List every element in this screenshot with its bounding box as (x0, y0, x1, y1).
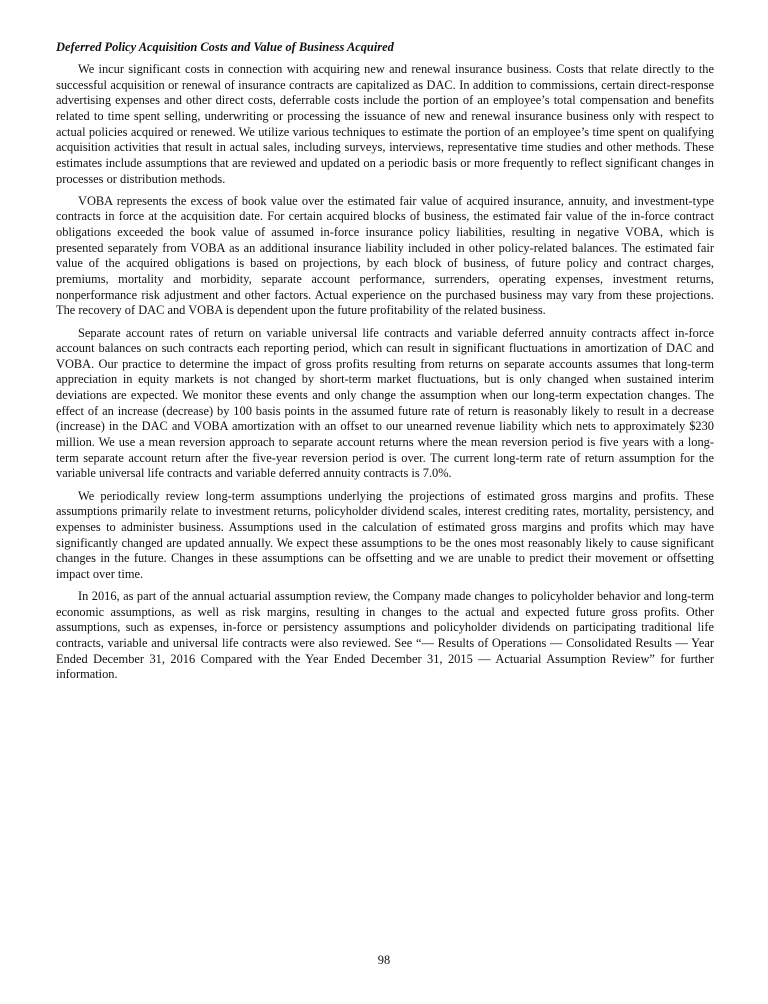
paragraph-long-term-assumptions: We periodically review long-term assumptions underlying the projections of estimated gross margins and profits. These assumptions primarily relate to investment returns, policyholder dividend scales, interest crediting rates, mortality, persistency, and expenses to administer business. Assumptions used in the calculation of estimated gross margins and profits which may have significantly changed are updated annually. We expect these assumptions to be the ones most reasonably likely to cause significant changes in the future. Changes in these assumptions can be offsetting and we are unable to predict their movement or offsetting impact over time. (56, 488, 714, 581)
paragraph-dac-costs: We incur significant costs in connection with acquiring new and renewal insurance business. Costs that relate directly to the successful acquisition or renewal of insurance contracts are capitalized as DAC. In addition to commissions, certain direct-response advertising expenses and other direct costs, deferrable costs include the portion of an employee’s total compensation and benefits related to time spent selling, underwriting or processing the issuance of new and renewal insurance business only with respect to actual policies acquired or renewed. We utilize various techniques to estimate the portion of an employee’s time spent on qualifying acquisition activities that result in actual sales, including surveys, interviews, representative time studies and other methods. These estimates include assumptions that are reviewed and updated on a periodic basis or more frequently to reflect significant changes in processes or distribution methods. (56, 62, 714, 186)
paragraph-voba: VOBA represents the excess of book value over the estimated fair value of acquired insurance, annuity, and investment-type contracts in force at the acquisition date. For certain acquired blocks of business, the estimated fair value of the in-force contract obligations exceeded the book value of assumed in-force insurance policy liabilities, resulting in negative VOBA, which is presented separately from VOBA as an additional insurance liability included in other policy-related balances. The estimated fair value of the acquired obligations is based on projections, by each block of business, of future policy and contract charges, premiums, mortality and morbidity, separate account performance, surrenders, operating expenses, investment returns, nonperformance risk adjustment and other factors. Actual experience on the purchased business may vary from these projections. The recovery of DAC and VOBA is dependent upon the future profitability of the related business. (56, 193, 714, 318)
paragraph-2016-review: In 2016, as part of the annual actuarial assumption review, the Company made changes to policyholder behavior and long-term economic assumptions, as well as risk margins, resulting in changes to the actual and expected future gross profits. Other assumptions, such as expenses, in-force or persistency assumptions and policyholder dividends on participating traditional life contracts, variable and universal life contracts were also reviewed. See “— Results of Operations — Consolidated Results — Year Ended December 31, 2016 Compared with the Year Ended December 31, 2015 — Actuarial Assumption Review” for further information. (56, 589, 714, 682)
section-heading: Deferred Policy Acquisition Costs and Value of Business Acquired (56, 40, 394, 54)
document-page (56, 40, 714, 689)
page-number: 98 (377, 953, 391, 967)
paragraph-separate-account-returns: Separate account rates of return on variable universal life contracts and variable deferred annuity contracts affect in-force account balances on such contracts each reporting period, which can result in significant fluctuations in amortization of DAC and VOBA. Our practice to determine the impact of gross profits resulting from returns on separate accounts assumes that long-term appreciation in equity markets is not changed by short-term market fluctuations, but is only changed when sustained interim deviations are expected. We monitor these events and only change the assumption when our long-term expectation changes. The effect of an increase (decrease) by 100 basis points in the assumed future rate of return is reasonably likely to result in a decrease (increase) in the DAC and VOBA amortization with an offset to our unearned revenue liability which nets to approximately $230 million. We use a mean reversion approach to separate account returns where the mean reversion period is five years with a long-term separate account return after the five-year reversion period is over. The current long-term rate of return assumption for the variable universal life contracts and variable deferred annuity contracts is 7.0%. (56, 325, 714, 481)
